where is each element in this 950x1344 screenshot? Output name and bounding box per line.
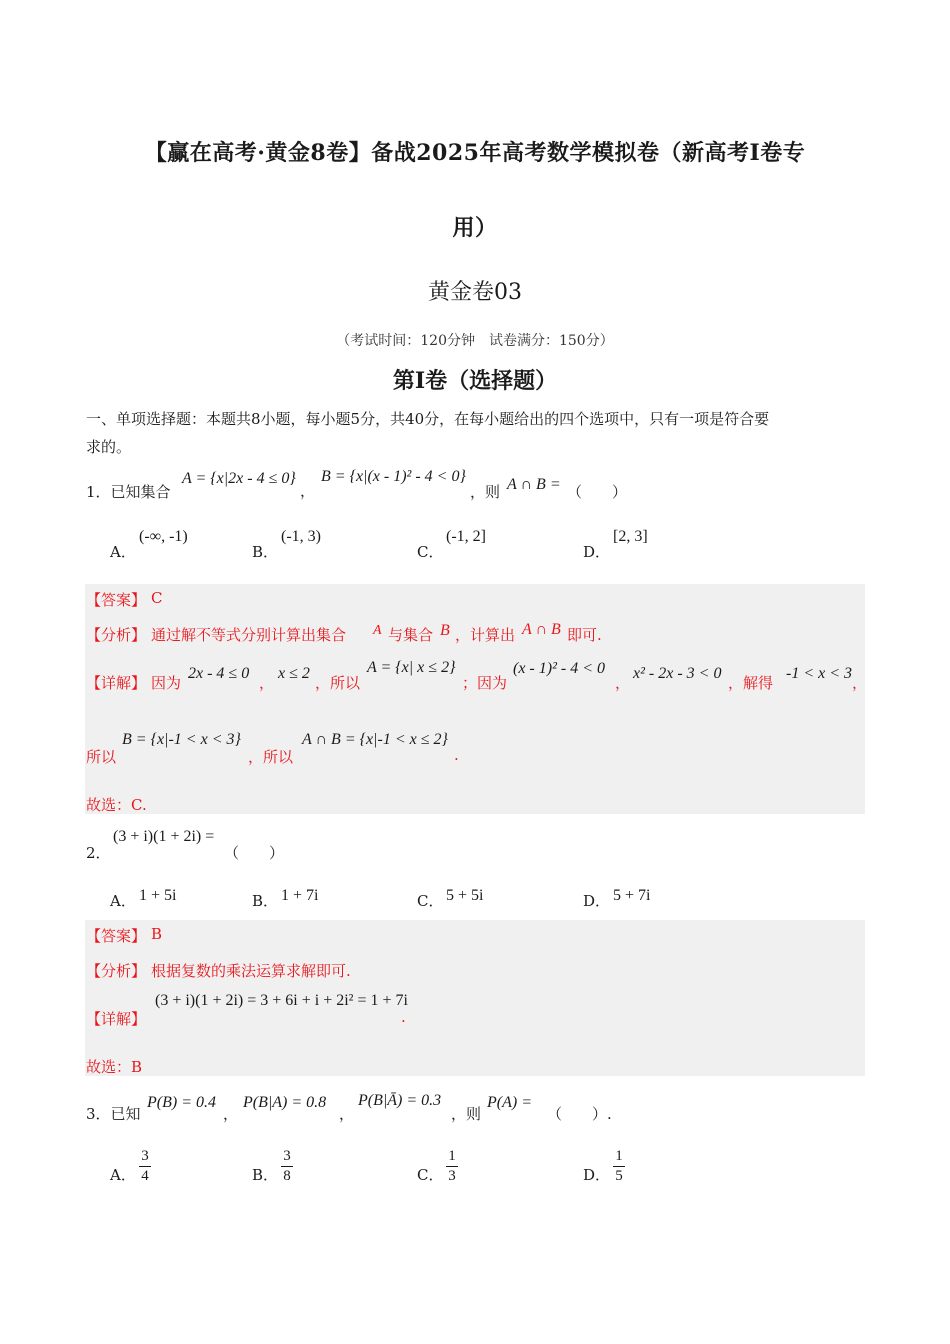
fraction-bar xyxy=(139,1166,151,1167)
q3-option-c-denominator: 3 xyxy=(448,1168,456,1184)
q2-stem: 2． xyxy=(86,844,111,862)
q1-then: ，则 xyxy=(470,483,501,501)
q2-expr: (3 + i)(1 + 2i) = xyxy=(113,828,215,845)
exam-info: （考试时间：120分钟 试卷满分：150分） xyxy=(336,333,614,349)
q1-option-d-label: D． xyxy=(583,543,611,561)
q3-comma-1: ， xyxy=(223,1105,239,1123)
q1-detail-7: ， xyxy=(852,674,868,692)
q1-analysis-c: ，计算出 xyxy=(455,626,516,644)
section-intro-line1: 一、单项选择题：本题共8小题，每小题5分，共40分，在每小题给出的四个选项中，只有一项是符合要 xyxy=(86,410,770,428)
q1-analysis-d: 即可. xyxy=(567,626,602,644)
q1-solution-panel xyxy=(85,584,868,814)
q1-detail-4: ；因为 xyxy=(462,674,508,692)
q1-analysis-intersection: A ∩ B xyxy=(522,621,561,638)
q1-detail-label: 【详解】 xyxy=(86,674,147,692)
q2-paren: （ ） xyxy=(224,844,285,862)
q3-option-d-fraction xyxy=(613,1148,625,1185)
q1-set-a: A = {x|2x - 4 ≤ 0} xyxy=(182,470,296,487)
q1-detail-10: . xyxy=(454,746,459,764)
q2-option-c-value: 5 + 5i xyxy=(446,887,484,904)
q1-option-d-value: [2, 3] xyxy=(613,528,648,545)
q1-option-a-label: A． xyxy=(110,543,136,561)
q1-detail-8: 所以 xyxy=(86,748,117,766)
q2-detail-label: 【详解】 xyxy=(86,1010,147,1028)
q1-detail-3: ，所以 xyxy=(315,674,361,692)
q1-detail-math-1: 2x - 4 ≤ 0 xyxy=(188,665,250,682)
q3-given-2: P(B|A) = 0.8 xyxy=(243,1094,327,1111)
q3-option-c-label: C． xyxy=(417,1166,444,1184)
fraction-bar xyxy=(613,1166,625,1167)
q1-option-c-value: (-1, 2] xyxy=(446,528,486,545)
q3-option-b-numerator: 3 xyxy=(283,1148,291,1164)
q3-then: ，则 xyxy=(451,1105,482,1123)
q1-conclusion: 故选：C. xyxy=(86,796,147,814)
q3-given-3: P(B|Ā) = 0.3 xyxy=(358,1092,442,1109)
q2-option-b-value: 1 + 7i xyxy=(281,887,319,904)
q1-detail-6: ，解得 xyxy=(728,674,774,692)
fraction-bar xyxy=(281,1166,293,1167)
q2-detail-math: (3 + i)(1 + 2i) = 3 + 6i + i + 2i² = 1 + 7i xyxy=(155,992,408,1009)
q1-option-c-label: C． xyxy=(417,543,444,561)
q2-option-d-value: 5 + 7i xyxy=(613,887,651,904)
q1-detail-1: 因为 xyxy=(151,674,182,692)
q2-analysis: 根据复数的乘法运算求解即可. xyxy=(151,962,351,980)
q3-comma-2: ， xyxy=(339,1105,355,1123)
q1-detail-5: ， xyxy=(615,674,631,692)
q3-option-b-label: B． xyxy=(252,1166,279,1184)
q3-given-1: P(B) = 0.4 xyxy=(147,1094,216,1111)
q2-detail-end: . xyxy=(401,1008,406,1026)
q1-analysis-b: 与集合 xyxy=(388,626,434,644)
q1-analysis-set-b: B xyxy=(440,622,450,639)
part-title: 第I卷（选择题） xyxy=(392,368,558,394)
q1-option-b-value: (-1, 3) xyxy=(281,528,321,545)
q1-detail-math-6: -1 < x < 3 xyxy=(786,665,853,682)
q1-analysis-set-a: A xyxy=(373,623,382,638)
q1-detail-math-4: (x - 1)² - 4 < 0 xyxy=(513,660,606,677)
q3-stem: 3．已知 xyxy=(86,1105,141,1123)
q3-paren: （ ）. xyxy=(547,1105,612,1123)
q2-option-a-label: A． xyxy=(110,892,136,910)
q1-option-b-label: B． xyxy=(252,543,279,561)
q3-option-c-fraction xyxy=(446,1148,458,1185)
q1-stem: 1．已知集合 xyxy=(86,483,171,501)
q3-option-a-denominator: 4 xyxy=(141,1168,149,1184)
q2-answer-label: 【答案】 xyxy=(86,927,147,945)
paper-title-line1: 【赢在高考·黄金8卷】备战2025年高考数学模拟卷（新高考Ⅰ卷专 xyxy=(144,140,806,166)
fraction-bar xyxy=(446,1166,458,1167)
q3-option-a-label: A． xyxy=(110,1166,136,1184)
q3-option-d-label: D． xyxy=(583,1166,611,1184)
q3-option-a-numerator: 3 xyxy=(141,1148,149,1164)
q1-analysis-label: 【分析】 xyxy=(86,626,147,644)
q1-option-a-value: (-∞, -1) xyxy=(139,528,188,545)
q2-option-d-label: D． xyxy=(583,892,611,910)
q2-option-a-value: 1 + 5i xyxy=(139,887,177,904)
q2-option-c-label: C． xyxy=(417,892,444,910)
q3-option-c-numerator: 1 xyxy=(448,1148,456,1164)
q1-detail-2: ， xyxy=(259,674,275,692)
q2-option-b-label: B． xyxy=(252,892,279,910)
q1-detail-math-8: B = {x|-1 < x < 3} xyxy=(122,731,241,748)
q1-paren: （ ） xyxy=(567,483,628,501)
q3-option-b-denominator: 8 xyxy=(283,1168,291,1184)
q1-expr: A ∩ B = xyxy=(507,476,561,493)
q1-answer-label: 【答案】 xyxy=(86,591,147,609)
q1-set-b: B = {x|(x - 1)² - 4 < 0} xyxy=(321,468,466,485)
q1-detail-9: ，所以 xyxy=(248,748,294,766)
q3-option-b-fraction xyxy=(281,1148,293,1185)
paper-title-line2: 用） xyxy=(452,215,498,241)
section-intro-line2: 求的。 xyxy=(86,438,132,456)
q1-comma: ， xyxy=(300,482,316,500)
paper-subtitle: 黄金卷03 xyxy=(428,280,522,305)
q1-analysis-a: 通过解不等式分别计算出集合 xyxy=(151,626,347,644)
q3-option-d-numerator: 1 xyxy=(615,1148,623,1164)
q3-expr: P(A) = xyxy=(487,1094,532,1111)
q1-detail-math-9: A ∩ B = {x|-1 < x ≤ 2} xyxy=(302,731,448,748)
q3-option-a-fraction xyxy=(139,1148,151,1185)
q2-answer: B xyxy=(151,925,163,943)
q1-answer: C xyxy=(151,589,163,607)
q3-option-d-denominator: 5 xyxy=(615,1168,623,1184)
q1-detail-math-5: x² - 2x - 3 < 0 xyxy=(633,665,722,682)
q1-detail-math-3: A = {x| x ≤ 2} xyxy=(367,659,456,676)
q2-conclusion: 故选：B xyxy=(86,1058,143,1076)
q2-analysis-label: 【分析】 xyxy=(86,962,147,980)
q1-detail-math-2: x ≤ 2 xyxy=(278,665,310,682)
